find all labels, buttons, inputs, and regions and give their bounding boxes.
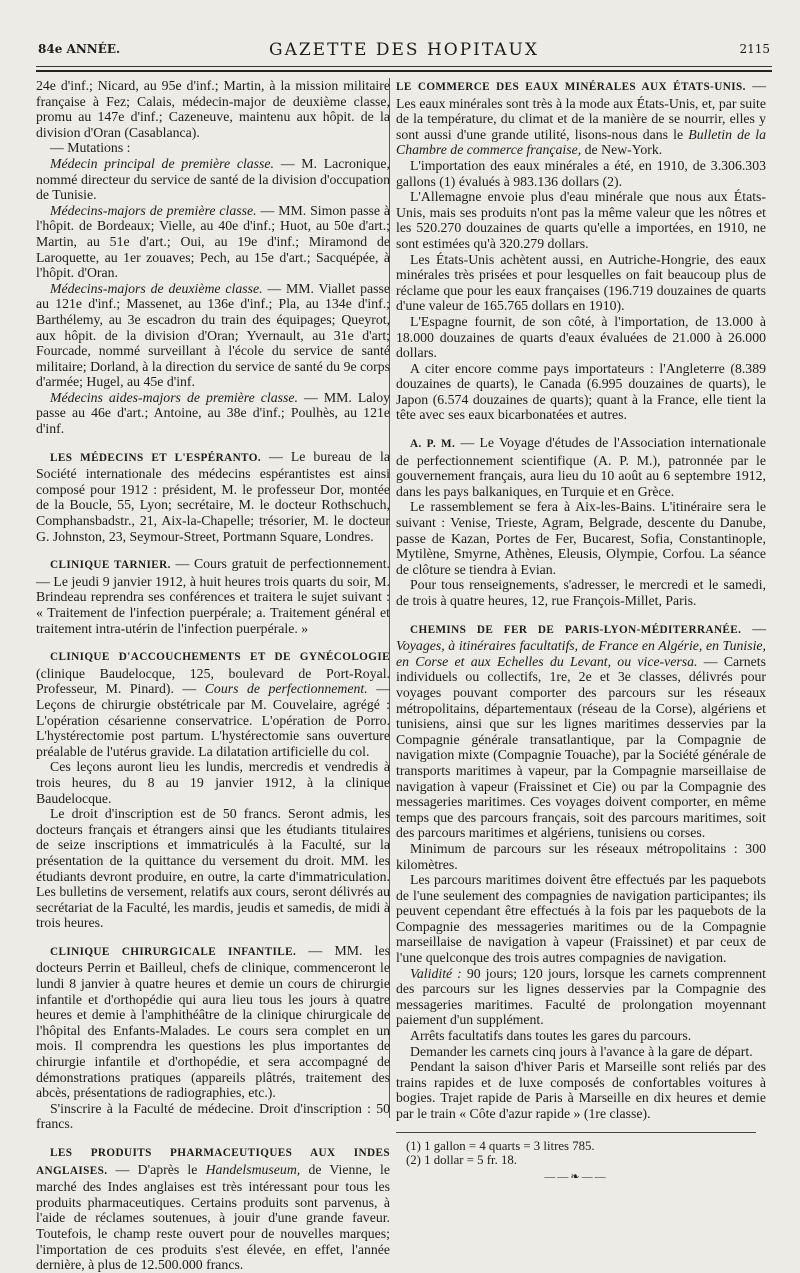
esperanto-heading: LES MÉDECINS ET L'ESPÉRANTO. <box>50 451 262 464</box>
header-rule-thick <box>36 70 772 72</box>
pharmaceutiques-journal: Handelsmuseum, <box>205 1161 301 1177</box>
tarnier-text: — Cours gratuit de perfectionnement. — Le jeudi 9 janvier 1912, à huit heures trois quarts du soir, M. Brindeau reprendra ses conférences et traitera le sujet suivant : « Traitement de l'infection puerpérale; a. Traitement général et traitement intra-utérin de l'infection puerpérale. » <box>36 556 391 636</box>
plm-paragraph-3: Les parcours maritimes doivent être effectués par les paquebots de l'une seulement des compagnies de navigation participantes; ils peuvent cependant être effectués à la fois par les paquebots de la Compagnie des messageries maritimes ou de la Compagnie marseillaise de navigation à vapeur (Fraissinet) et par ceux de l'une quelconque des trois autres compagnies de navigation. <box>396 872 766 966</box>
plm-paragraph-6: Demander les carnets cinq jours à l'avance à la gare de départ. <box>410 1043 753 1059</box>
fleuron-ornament: ——❧—— <box>544 1170 608 1183</box>
eaux-paragraph-3: L'Allemagne envoie plus d'eau minérale que nous aux États-Unis, mais ses produits n'ont pas la même valeur que les nôtres et les 520.270 douzaines de quarts qu'elle a importées, en 1910, ne sont estimées qu'à 320.279 dollars. <box>396 189 766 251</box>
paragraph-majors-2 <box>36 281 390 390</box>
paragraph-medecin-principal <box>36 156 390 203</box>
eaux-text-1: — Les eaux minérales sont très à la mode aux États-Unis, et, par suite de la température, du climat et de la manière de se nourrir, elles y sont aussi d'une grande utilité, lisons-nous dans le <box>396 78 766 142</box>
article-infantile <box>36 943 390 1101</box>
plm-validite-label: Validité : <box>410 965 462 981</box>
header-rule-thin <box>36 66 772 67</box>
accouchements-cours: Cours de perfectionnement. <box>204 681 368 697</box>
apm-paragraph-2: Le rassemblement se fera à Aix-les-Bains. L'itinéraire sera le suivant : Venise, Trieste, Agram, Belgrade, descente du Danube, passe de Kazan, Portes de Fer, Bucarest, Sofia, Constantinople, Mytilène, Smyrne, Athènes, Eleusis, Olympie, Corfou. La séance de clôture se tiendra à Evian. <box>396 499 766 577</box>
left-column <box>36 78 390 1273</box>
infantile-paragraph-2: S'inscrire à la Faculté de médecine. Droit d'inscription : 50 francs. <box>36 1100 390 1132</box>
accouchements-heading: CLINIQUE D'ACCOUCHEMENTS ET DE GYNÉCOLOGIE <box>50 651 390 664</box>
page-header <box>36 40 772 64</box>
accouchements-paragraph-3: Le droit d'inscription est de 50 francs. Seront admis, les docteurs français et étrangers ainsi que les étudiants titulaires de seize inscriptions et immatriculés à la Faculté, sur la présentation de la quittance du versement du droit. MM. les étudiants devront produire, en outre, la carte d'immatriculation. Les bulletins de versement, relatifs aux cours, seront délivrés au secrétariat de la Faculté, les mardis, jeudis et samedis, de midi à trois heures. <box>36 806 390 931</box>
aides-majors-text: — MM. Laloy passe au 46e d'art.; Antoine, au 38e d'inf.; Poulhès, au 121e d'inf. <box>36 389 390 437</box>
plm-italic-intro: Voyages, à itinéraires facultatifs, de France en Algérie, en Tunisie, en Corse et aux Echelles du Levant, ou vice-versa. <box>396 638 766 669</box>
accouchements-text-2: — Leçons de chirurgie obstétricale par M. Couvelaire, agrégé : L'opération césarienne conservatrice. L'opération de Porro. L'hystérectomie post partum. L'hystérectomie sans ouverture préalable de l'utérus gravide. La dilatation artificielle du col. <box>36 681 390 759</box>
paragraph-majors-1 <box>36 203 390 281</box>
eaux-paragraph-2: L'importation des eaux minérales a été, en 1910, de 3.306.303 gallons (1) évalués à 983.136 dollars (2). <box>396 157 766 189</box>
article-tarnier <box>36 556 390 636</box>
mutations-label: — Mutations : <box>50 140 131 156</box>
majors-1-title: Médecins-majors de première classe. <box>50 202 257 218</box>
article-eaux-minerales <box>396 78 766 158</box>
infantile-text: — MM. les docteurs Perrin et Bailleul, chefs de clinique, commenceront le lundi 8 janvier à quatre heures et demie un cours de chirurgie infantile et d'orthopédie qui aura lieu tous les jours à quatre heures et demie à l'amphithéâtre de la clinique chirurgicale de l'hôpital des Enfants-Malades. Le cours sera complet en un mois. Il comprendra les questions les plus importantes de chirurgie infantile et d'orthopédie, et sera accompagné de démonstrations pratiques (appareils plâtrés, traitement des abcès, présentations de radiographies, etc.). <box>36 942 390 1101</box>
paragraph-aides-majors <box>36 390 390 437</box>
majors-2-title: Médecins-majors de deuxième classe. <box>50 280 263 296</box>
article-pharmaceutiques <box>36 1144 390 1273</box>
eaux-paragraph-6: A citer encore comme pays importateurs : l'Angleterre (8.389 douzaines de quarts), le Canada (6.995 douzaines de quarts), le Japon (6.574 douzaines de quarts); quant à la France, elle tient la tête avec ses eaux bicarbonatées et autres. <box>396 360 766 423</box>
eaux-paragraph-5: L'Espagne fournit, de son côté, à l'importation, de 13.000 à 18.000 douzaines de quarts d'eaux évaluées de 21.000 à 26.000 dollars. <box>396 313 766 361</box>
eaux-text-2: de New-York. <box>584 142 663 158</box>
plm-paragraph-validite <box>396 966 766 1028</box>
eaux-heading: LE COMMERCE DES EAUX MINÉRALES AUX ÉTATS-UNIS. <box>396 81 746 93</box>
article-accouchements <box>36 648 390 759</box>
plm-heading: CHEMINS DE FER DE PARIS-LYON-MÉDITERRANÉE. <box>410 623 742 636</box>
journal-title: GAZETTE DES HOPITAUX <box>268 40 539 60</box>
article-plm <box>396 621 766 841</box>
accouchements-text-1: (clinique Baudelocque, 125, boulevard de Port-Royal. Professeur, M. Pinard). — <box>36 665 390 697</box>
infantile-heading: CLINIQUE CHIRURGICALE INFANTILE. <box>50 945 297 958</box>
eaux-bulletin: Bulletin de la Chambre de commerce française, <box>396 126 766 158</box>
tarnier-heading: CLINIQUE TARNIER. <box>50 559 171 572</box>
plm-paragraph-7: Pendant la saison d'hiver Paris et Marseille sont reliés par des trains rapides et de luxe composés de confortables voitures à bogies. Trajet rapide de Paris à Marseille en dix heures et demie par le train « Côte d'azur rapide » (1re classe). <box>396 1059 766 1121</box>
esperanto-text: — Le bureau de la Société internationale des médecins espérantistes est ainsi composé pour 1912 : président, M. le professeur Dor, montée de la Boucle, 55, Lyon; secrétaire, M. le docteur Rothschuch, Comphansbadstr., 21, Aix-la-Chapelle; trésorier, M. le docteur G. Johnston, 23, Seymour-Street, Portmann Square, Londres. <box>36 448 390 544</box>
apm-text: — Le Voyage d'études de l'Association internationale de perfectionnement scientifique (A. P. M.), patronnée par le gouvernement français, aura lieu du 10 août au 6 septembre 1912, dans les pays balkaniques, en Turquie et en Grèce. <box>396 435 767 499</box>
majors-2-text: — MM. Viallet passe au 121e d'inf.; Massenet, au 136e d'inf.; Pla, au 134e d'inf.; Barthélemy, au 3e escadron du train des équipages; Queyrot, aux hôpit. de la division d'Oran; Yvernault, au 31e d'art; Fourcade, nommé surveillant à l'école du service de santé militaire; Dorland, à la direction du service de santé du 9e corps d'armée; Hugel, au 45e d'inf. <box>36 280 390 390</box>
pharmaceutiques-text-2: de Vienne, le marché des Indes anglaises est très intéressant pour tous les produits pharmaceutiques. Certains produits sont parvenus, à l'aide de réclames soutenues, à jouir d'une grande faveur. Toutefois, le champ reste ouvert pour de nouvelles marques; l'importation de ces produits s'est élevée, en effet, l'année dernière, à plus de 12.500.000 francs. <box>36 1161 391 1273</box>
aides-majors-title: Médecins aides-majors de première classe. <box>50 389 298 405</box>
right-column <box>396 78 766 1184</box>
paragraph-postings: 24e d'inf.; Nicard, au 95e d'inf.; Martin, à la mission militaire française à Fez; Calais, médecin-major de deuxième classe, promu au 147e d'inf.; Cazeneuve, maintenu aux hôpit. de la division d'Oran (Casablanca). <box>36 78 390 140</box>
pharmaceutiques-heading: LES PRODUITS PHARMACEUTIQUES AUX INDES ANGLAISES. <box>36 1147 390 1177</box>
article-apm <box>396 435 766 499</box>
medecin-principal-text: — M. Lacronique, nommé directeur du service de santé de la division d'occupation de Tunisie. <box>36 155 391 203</box>
apm-paragraph-3: Pour tous renseignements, s'adresser, le mercredi et le samedi, de trois à quatre heures, 12, rue François-Millet, Paris. <box>396 577 766 608</box>
plm-validite-text: 90 jours; 120 jours, lorsque les carnets comprennent des parcours sur les lignes desservies par la Compagnie des messageries maritimes. Faculté de prolongation moyennant paiement d'un supplément. <box>396 965 766 1028</box>
apm-heading: A. P. M. <box>410 438 456 451</box>
footnote-dollar: (2) 1 dollar = 5 fr. 18. <box>406 1153 517 1168</box>
issue-year: 84e ANNÉE. <box>38 42 121 56</box>
majors-1-text: — MM. Simon passe à l'hôpit. de Bordeaux; Vielle, au 40e d'inf.; Huot, au 50e d'art.; Martin, au 51e d'art.; Oui, au 19e d'inf.; Miramond de Laroquette, au 1er zouaves; Pech, au 15e d'art.; Sacquépée, à l'hôpit. d'Oran. <box>36 202 391 281</box>
article-esperanto <box>36 449 390 545</box>
page-number: 2115 <box>739 42 770 56</box>
eaux-paragraph-4: Les États-Unis achètent aussi, en Autriche-Hongrie, des eaux minérales très prisées et pour lesquelles on fait beaucoup plus de réclame que pour les eaux françaises (196.719 douzaines de quarts d'une valeur de 165.765 dollars en 1910). <box>396 251 766 314</box>
plm-dash: — <box>752 620 766 636</box>
footnotes <box>396 1132 756 1185</box>
pharmaceutiques-text-1: — D'après le <box>115 1161 198 1177</box>
plm-text: — Carnets individuels ou collectifs, 1re, 2e et 3e classes, délivrés pour voyages pouvant comporter des parcours sur les réseaux métropolitains, départementaux (réseau de la Corse), algériens et tunisiens, ainsi que sur les lignes maritimes desservies par la Compagnie générale transatlantique, par la Compagnie de navigation mixte (Compagnie Touache), par la Société générale de transports maritimes à vapeur, par la Compagnie marseillaise de navigation à vapeur (Fraissinet et Cie) ou par la Compagnie des messageries maritimes. Ces voyages doivent comporter, en même temps que des parcours français, soit des parcours maritimes, soit des parcours maritimes et algériens, tunisiens ou corses. <box>396 653 766 841</box>
medecin-principal-title: Médecin principal de première classe. <box>50 155 274 171</box>
plm-paragraph-5: Arrêts facultatifs dans toutes les gares du parcours. <box>410 1028 692 1044</box>
footnote-gallon: (1) 1 gallon = 4 quarts = 3 litres 785. <box>406 1138 595 1153</box>
plm-paragraph-2: Minimum de parcours sur les réseaux métropolitains : 300 kilomètres. <box>396 840 766 872</box>
accouchements-paragraph-2: Ces leçons auront lieu les lundis, mercredis et vendredis à trois heures, du 8 au 19 janvier 1912, à la clinique Baudelocque. <box>36 759 390 806</box>
